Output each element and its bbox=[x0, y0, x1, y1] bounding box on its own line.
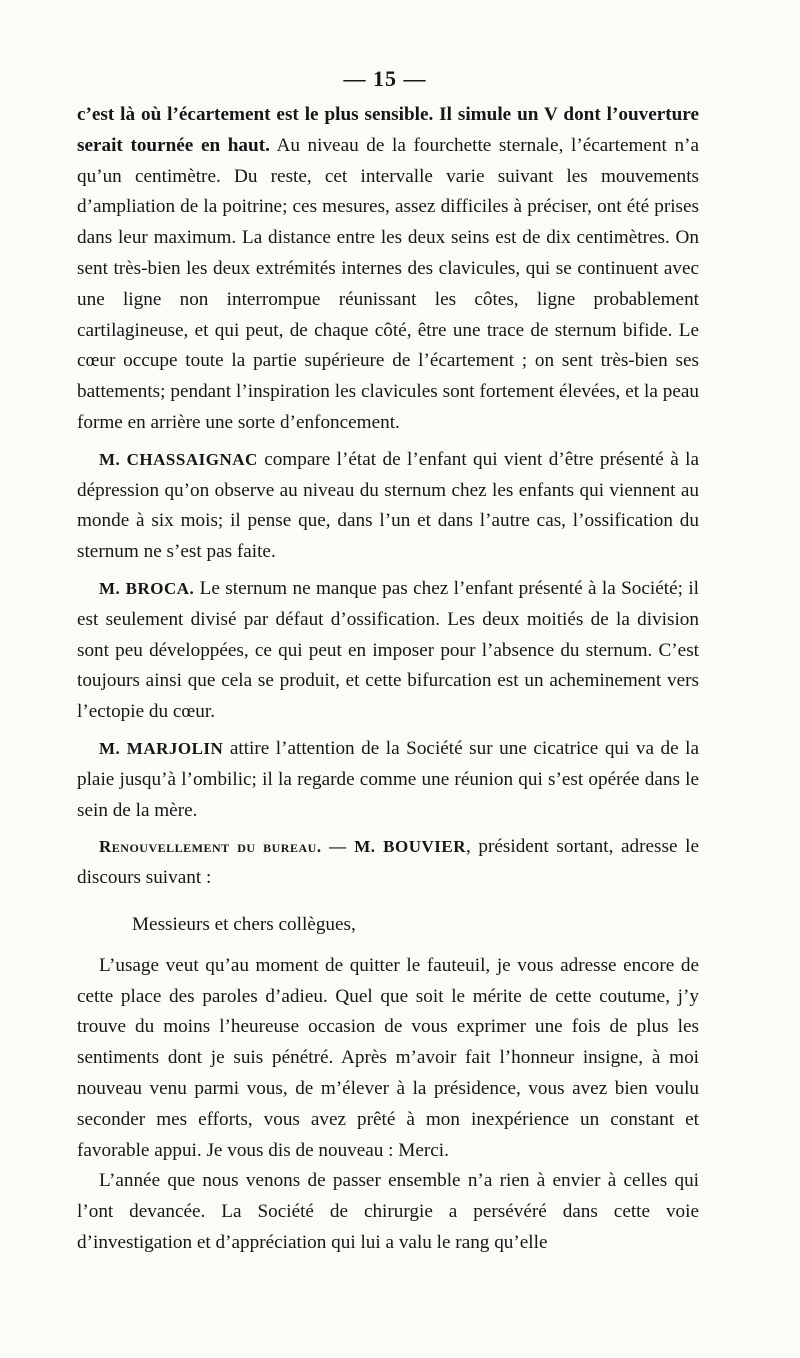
paragraph-broca bbox=[77, 574, 699, 728]
speaker-name: M. MARJOLIN bbox=[99, 738, 224, 758]
section-heading: Renouvellement du bureau. — M. BOUVIER bbox=[99, 837, 466, 857]
paragraph-text: compare l’état de l’enfant qui vient d’être présenté à la dépression qu’on observe au niveau du sternum chez les enfants qui viennent au monde à six mois; il pense que, dans l’un et dans l’autre cas, l’ossification du sternum ne s’est pas faite. bbox=[77, 448, 699, 563]
paragraph-bureau bbox=[77, 832, 699, 894]
salutation: Messieurs et chers collègues, bbox=[132, 913, 356, 935]
paragraph-text: attire l’attention de la Société sur une cicatrice qui va de la plaie jusqu’à l’ombilic; il la regarde comme une réunion qui s’est opérée dans le sein de la mère. bbox=[77, 737, 699, 821]
body-text bbox=[77, 100, 699, 1259]
speaker-name: M. CHASSAIGNAC bbox=[99, 449, 258, 469]
paragraph-marjolin bbox=[77, 734, 699, 826]
page-number: — 15 — bbox=[343, 66, 427, 91]
paragraph-text: Le sternum ne manque pas chez l’enfant présenté à la Société; il est seulement divisé par défaut d’ossification. Les deux moitiés de la division sont peu développées, ce qui peut en imposer pour l’absence du sternum. C’est toujours ainsi que cela se produit, et cette bifurcation est un acheminement vers l’ectopie du cœur. bbox=[77, 577, 699, 723]
paragraph-speech-1: L’usage veut qu’au moment de quitter le fauteuil, je vous adresse encore de cette place des paroles d’adieu. Quel que soit le mérite de cette coutume, j’y trouve du moins l’heureuse occasion de vous exprimer une fois de plus les sentiments dont je suis pénétré. Après m’avoir fait l’honneur insigne, à moi nouveau venu parmi vous, de m’élever à la présidence, vous avez bien voulu seconder mes efforts, vous avez prêté à mon inexpérience un constant et favorable appui. Je vous dis de nouveau : Merci. bbox=[77, 954, 699, 1161]
paragraph-text: , président sortant, adresse le discours suivant : bbox=[77, 836, 699, 889]
paragraph-speech-2: L’année que nous venons de passer ensemble n’a rien à envier à celles qui l’ont devancée. La Société de chirurgie a persévéré dans cette voie d’investigation et d’appréciation qui lui a valu le rang qu’elle bbox=[77, 1170, 699, 1253]
bold-lead-text: c’est là où l’écartement est le plus sensible. Il simule un V dont l’ouverture serait tournée en haut. bbox=[77, 104, 699, 156]
paragraph-text: Au niveau de la fourchette sternale, l’écartement n’a qu’un centimètre. Du reste, cet intervalle varie suivant les mouvements d’ampliation de la poitrine; ces mesures, assez difficiles à préciser, ont été prises dans leur maximum. La distance entre les deux seins est de dix centimètres. On sent très-bien les deux extrémités internes des clavicules, qui se continuent avec une ligne non interrompue réunissant les côtes, ligne probablement cartilagineuse, et qui peut, de chaque côté, être une trace de sternum bifide. Le cœur occupe toute la partie supérieure de l’écartement ; on sent très-bien ses battements; pendant l’inspiration les clavicules sont fortement élevées, et la peau forme en arrière une sorte d’enfoncement. bbox=[77, 134, 699, 433]
speaker-name: M. BROCA. bbox=[99, 578, 195, 598]
paragraph-continuation bbox=[77, 100, 699, 439]
paragraph-chassaignac bbox=[77, 445, 699, 568]
